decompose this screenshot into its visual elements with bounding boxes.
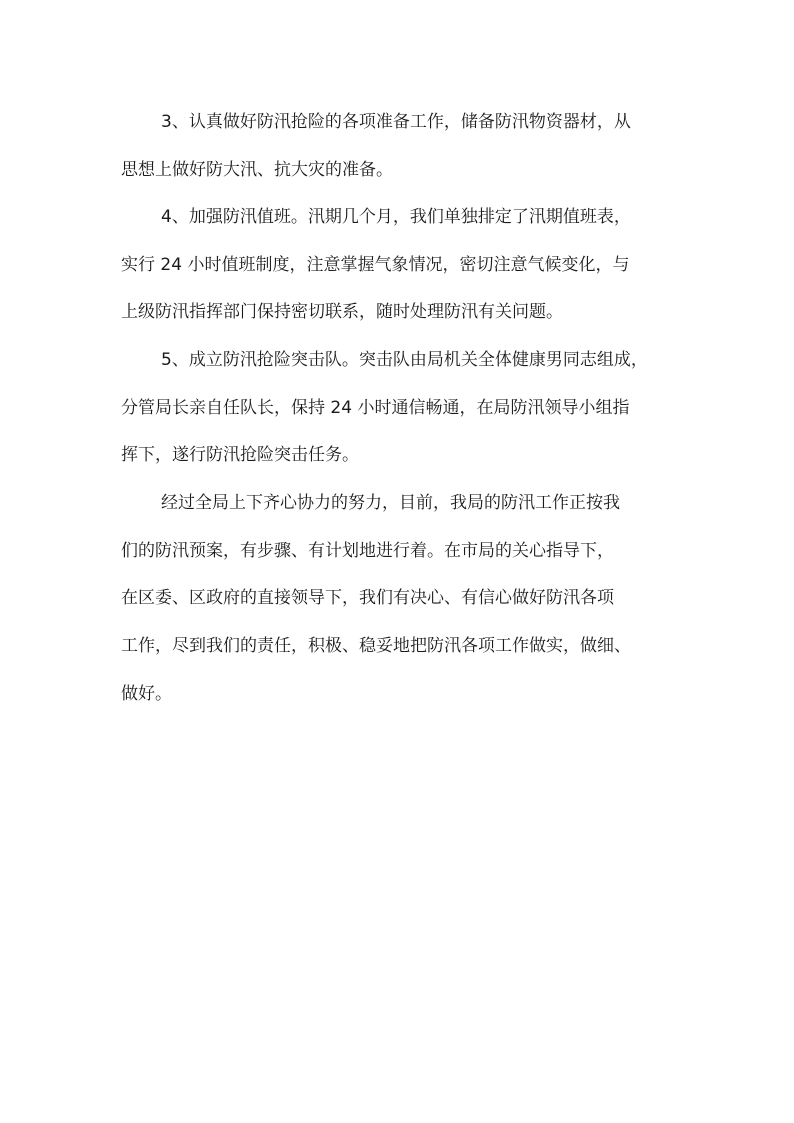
conclusion-line-4: 工作，尽到我们的责任，积极、稳妥地把防汛各项工作做实，做细、 — [121, 636, 631, 656]
conclusion-line-2: 们的防汛预案，有步骤、有计划地进行着。在市局的关心指导下， — [121, 541, 614, 561]
paragraph-5-line-2: 分管局长亲自任队长，保持 24 小时通信畅通，在局防汛领导小组指 — [121, 398, 630, 418]
paragraph-3-line-2: 思想上做好防大汛、抗大灾的准备。 — [121, 160, 393, 180]
paragraph-5-line-1: 5、成立防汛抢险突击队。突击队由局机关全体健康男同志组成， — [161, 350, 648, 370]
conclusion-line-1: 经过全局上下齐心协力的努力，目前，我局的防汛工作正按我 — [161, 493, 620, 513]
paragraph-4-line-1: 4、加强防汛值班。汛期几个月，我们单独排定了汛期值班表， — [161, 207, 631, 227]
paragraph-5-line-3: 挥下，遂行防汛抢险突击任务。 — [121, 445, 359, 465]
paragraph-4-line-2: 实行 24 小时值班制度，注意掌握气象情况，密切注意气候变化，与 — [121, 255, 630, 275]
conclusion-line-3: 在区委、区政府的直接领导下，我们有决心、有信心做好防汛各项 — [121, 588, 614, 608]
paragraph-4-line-3: 上级防汛指挥部门保持密切联系，随时处理防汛有关问题。 — [121, 302, 563, 322]
conclusion-line-5: 做好。 — [121, 684, 172, 704]
paragraph-3-line-1: 3、认真做好防汛抢险的各项准备工作，储备防汛物资器材，从 — [161, 112, 631, 132]
